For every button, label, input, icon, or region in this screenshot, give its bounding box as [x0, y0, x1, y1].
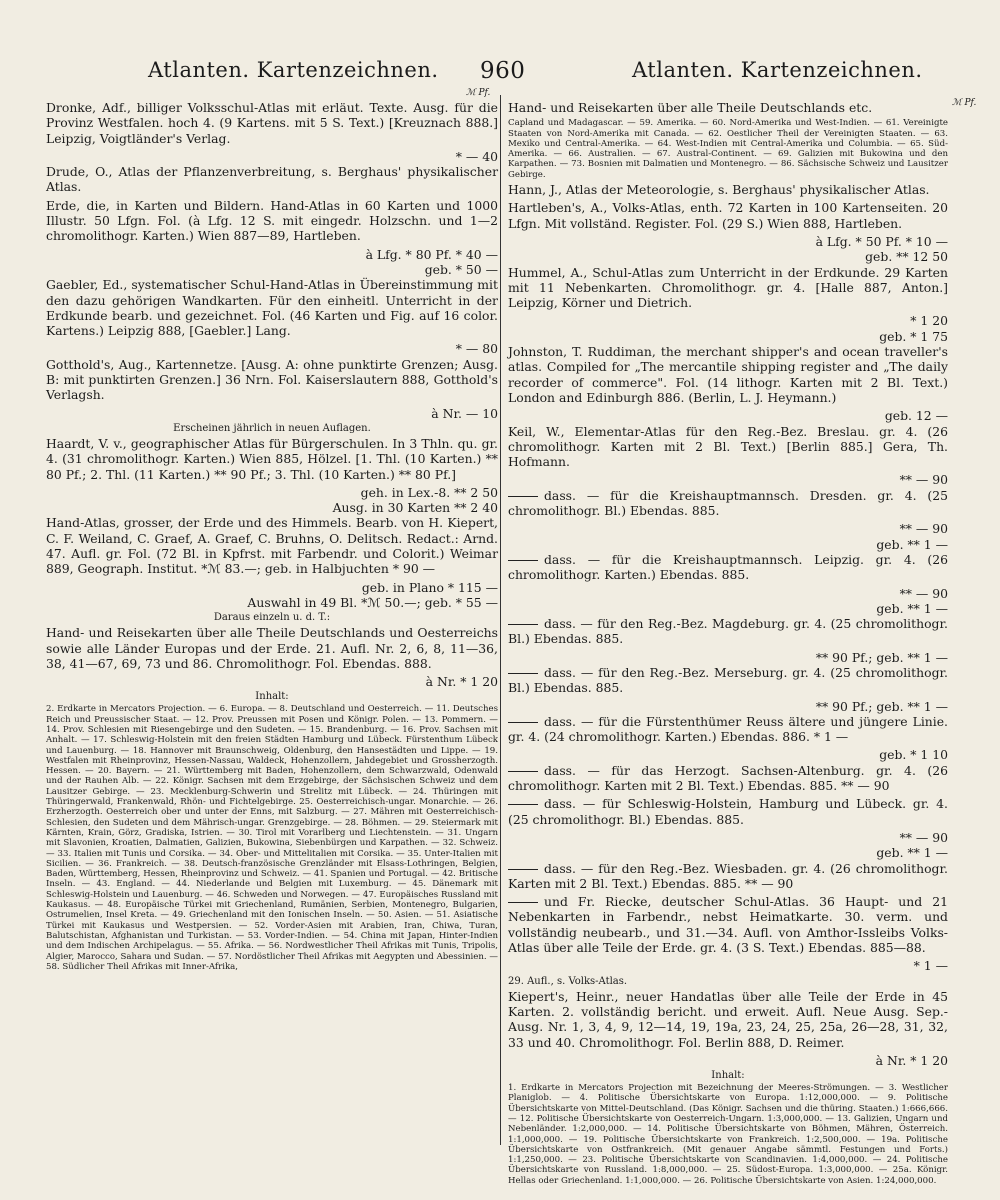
price: geb. ** 1 — [876, 536, 948, 552]
running-head-left: Atlanten. Kartenzeichnen. [148, 58, 439, 82]
price: * — 80 [455, 341, 498, 357]
price: geh. in Lex.-8. ** 2 50 [360, 484, 498, 500]
entry-text: dass. — für die Kreishauptmannsch. Dresden. gr. 4. (25 chromolithogr. Bl.) Ebendas. 885. [508, 487, 948, 519]
ditto-rule [508, 869, 538, 870]
currency-label-right: ℳ Pf. [952, 98, 977, 108]
page-number: 960 [480, 58, 526, 84]
entry-hartleben: Hartleben's, A., Volks-Atlas, enth. 72 Karten in 100 Kartenseiten. 20 Lfgn. Mit vollständ. Register. Fol. (29 S.) Wien 888, Hartleben. [508, 200, 948, 231]
entry-drude: Drude, O., Atlas der Pflanzenverbreitung, s. Berghaus' physikalischer Atlas. [46, 164, 498, 195]
ditto-rule [508, 560, 538, 561]
price: à Nr. — 10 [431, 405, 498, 421]
price: * 1 — [913, 958, 948, 974]
entry-keil: Keil, W., Elementar-Atlas für den Reg.-Bez. Breslau. gr. 4. (26 chromolithogr. Karten mit 2 Bl. Text.) [Berlin 885.] Gera, Th. Hofmann. [508, 423, 948, 470]
price: Ausg. in 30 Karten ** 2 40 [332, 500, 498, 516]
ditto-rule [508, 902, 538, 903]
entry-text: dass. — für den Reg.-Bez. Magdeburg. gr. 4. (25 chromolithogr. Bl.) Ebendas. 885. [508, 616, 948, 647]
price: ** 90 Pf.; geb. ** 1 — [815, 649, 948, 665]
contents-list: Capland und Madagascar. — 59. Amerika. — 60. Nord-Amerika und West-Indien. — 61. Vereinigte Staaten von Nord-Amerika mit Canada. — 62. Oestlicher Theil der Vereinigten Staaten. — 63. Mexiko und Central-Amerika. — 64. West-Indien mit Central-Amerika und Columbia. — 65. Süd-Amerika. — 66. Australien. — 67. Austral-Continent. — 69. Galizien mit Bukowina und den Karpathen. — 73. Bosnien mit Dalmatien und Montenegro. — 86. Sächsische Schweiz und Lausitzer Gebirge. [508, 118, 948, 180]
entry-hand-atlas: Hand-Atlas, grosser, der Erde und des Himmels. Bearb. von H. Kiepert, C. F. Weiland, C. Graef, A. Graef, C. Bruhns, O. Delitsch. Redact.: Arnd. 47. Aufl. gr. Fol. (72 Bl. in Kpfrst. mit Farbendr. und Colorit.) Weimar 889, Geograph. Institut. *ℳ 83.—; geb. in Halbjuchten * 90 — [46, 515, 498, 577]
ditto-rule [508, 624, 538, 625]
price: geb. * 1 10 [879, 747, 948, 763]
entry-text: dass. — für Schleswig-Holstein, Hamburg und Lübeck. gr. 4. (25 chromolithogr. Bl.) Ebendas. 885. [508, 796, 948, 827]
entry-hand-und-reisekarten-cont: Hand- und Reisekarten über alle Theile Deutschlands etc. [508, 100, 873, 115]
price: ** 90 Pf.; geb. ** 1 — [815, 698, 948, 714]
entry-text: dass. — für das Herzogt. Sachsen-Altenburg. gr. 4. (26 chromolithogr. Karten mit 2 Bl. Text.) Ebendas. 885. ** — 90 [508, 762, 948, 794]
ditto-rule [508, 771, 538, 772]
price: à Lfg. * 50 Pf. * 10 — [815, 233, 948, 249]
entry-hann: Hann, J., Atlas der Meteorologie, s. Berghaus' physikalischer Atlas. [508, 182, 930, 198]
entry-gaebler: Gaebler, Ed., systematischer Schul-Hand-Atlas in Übereinstimmung mit den dazu gehörigen Wandkarten. Für den einheitl. Unterricht in der Erdkunde bearb. und gezeichnet. Fol. (46 Karten und Fig. auf 16 color. Kartens.) Leipzig 888, [Gaebler.] Lang. [46, 277, 498, 339]
entry-keil-reuss [508, 714, 948, 745]
contents-heading: Inhalt: [711, 1070, 745, 1082]
price: ** — 90 [899, 472, 948, 488]
price: geb. * 1 75 [879, 328, 948, 344]
price: à Nr. * 1 20 [875, 1052, 948, 1068]
entry-note: 29. Aufl., s. Volks-Atlas. [508, 975, 628, 987]
entry-keil-riecke [508, 894, 948, 955]
entry-keil-magdeburg [508, 616, 948, 647]
entry-note: Daraus einzeln u. d. T.: [213, 612, 331, 624]
price: * — 40 [455, 148, 498, 164]
entry-text: dass. — für die Kreishauptmannsch. Leipzig. gr. 4. (26 chromolithogr. Karten.) Ebendas. 885. [508, 551, 948, 583]
price: à Nr. * 1 20 [425, 674, 498, 690]
entry-gotthold: Gotthold's, Aug., Kartennetze. [Ausg. A: ohne punktirte Grenzen; Ausg. B: mit punktirten Grenzen.] 36 Nrn. Fol. Kaiserslautern 888, Gotthold's Verlagsh. [46, 356, 498, 403]
price: * 1 20 [910, 313, 948, 329]
price: geb. in Plano * 115 — [361, 579, 498, 595]
price: ** — 90 [899, 829, 948, 845]
ditto-rule [508, 673, 538, 674]
entry-keil-schleswig [508, 796, 948, 827]
price: Auswahl in 49 Bl. *ℳ 50.—; geb. * 55 — [247, 594, 498, 610]
entry-erde: Erde, die, in Karten und Bildern. Hand-Atlas in 60 Karten und 1000 Illustr. 50 Lfgn. Fol. (à Lfg. 12 S. mit eingedr. Holzschn. und 1—2 chromolithogr. Karten.) Wien 887—89, Hartleben. [46, 197, 498, 244]
entry-text: dass. — für die Fürstenthümer Reuss ältere und jüngere Linie. gr. 4. (24 chromolithogr. Karten.) Ebendas. 886. * 1 — [508, 713, 948, 745]
left-column [46, 100, 498, 1140]
entry-keil-altenburg [508, 763, 948, 794]
entry-hand-und-reisekarten: Hand- und Reisekarten über alle Theile Deutschlands und Oesterreichs sowie alle Länder Europas und der Erde. 21. Aufl. Nr. 2, 6, 8, 11—36, 38, 41—67, 69, 73 und 86. Chromolithogr. Fol. Ebendas. 888. [46, 625, 498, 671]
entry-haardt: Haardt, V. v., geographischer Atlas für Bürgerschulen. In 3 Thln. qu. gr. 4. (31 chromolithogr. Karten.) Wien 885, Hölzel. [1. Thl. (10 Karten.) ** 80 Pf.; 2. Thl. (11 Karten.) ** 90 Pf.; 3. Thl. (10 Karten.) ** 80 Pf.] [46, 435, 498, 482]
entry-kiepert: Kiepert's, Heinr., neuer Handatlas über alle Teile der Erde in 45 Karten. 2. vollständig bericht. und erweit. Aufl. Neue Ausg. Sep.-Ausg. Nr. 1, 3, 4, 9, 12—14, 19, 19a, 23, 24, 25, 25a, 26—28, 31, 32, 33 und 40. Chromolithogr. Fol. Berlin 888, D. Reimer. [508, 988, 948, 1050]
price: ** — 90 [899, 585, 948, 601]
entry-johnston: Johnston, T. Ruddiman, the merchant shipper's and ocean traveller's atlas. Compiled for „The mercantile shipping register and „The daily recorder of commerce". Fol. (14 lithogr. Karten mit 2 Bl. Text.) London and Edinburgh 886. (Berlin, L. J. Heymann.) [508, 344, 948, 405]
price: geb. 12 — [884, 408, 948, 424]
price: geb. * 50 — [424, 261, 498, 277]
entry-text: dass. — für den Reg.-Bez. Merseburg. gr. 4. (25 chromolithogr. Bl.) Ebendas. 885. [508, 664, 948, 696]
entry-note: Erscheinen jährlich in neuen Auflagen. [173, 422, 371, 434]
contents-list: 1. Erdkarte in Mercators Projection mit Bezeichnung der Meeres-Strömungen. — 3. Westlicher Planiglob. — 4. Politische Übersichtskarte von Europa. 1:12,000,000. — 9. Politische Übersichtskarte von Mittel-Deutschland. (Das Königr. Sachsen und die thüring. Staaten.) 1:666,666. — 12. Politische Übersichtskarte von Oesterreich-Ungarn. 1:3,000,000. — 13. Galizien, Ungarn und Nebenländer. 1:2,000,000. — 14. Politische Übersichtskarte von Böhmen, Mähren, Österreich. 1:1,000,000. — 19. Politische Übersichtskarte von Frankreich. 1:2,500,000. — 19a. Politische Übersichtskarte von Ostfrankreich. (Mit genauer Angabe sämmtl. Festungen und Forts.) 1:1,250,000. — 23. Politische Übersichtskarte von Scandinavien. 1:4,000,000. — 24. Politische Übersichtskarte von Russland. 1:8,000,000. — 25. Südost-Europa. 1:3,000,000. — 25a. Königr. Hellas oder Griechenland. 1:1,000,000. — 26. Politische Übersichtskarte von Asien. 1:24,000,000. [508, 1083, 948, 1186]
ditto-rule [508, 722, 538, 723]
entry-keil-wiesbaden [508, 861, 948, 892]
currency-label-left: ℳ Pf. [466, 88, 491, 98]
price: geb. ** 12 50 [865, 249, 948, 265]
contents-list: 2. Erdkarte in Mercators Projection. — 6. Europa. — 8. Deutschland und Oesterreich. — 11. Deutsches Reich und Preussischer Staat. — 12. Prov. Preussen mit Posen und Königr. Polen. — 13. Pommern. — 14. Prov. Schlesien mit Riesengebirge und den Sudeten. — 15. Brandenburg. — 16. Prov. Sachsen mit Anhalt. — 17. Schleswig-Holstein mit den freien Städten Hamburg und Lübeck. Fürstenthum Lübeck und Lauenburg. — 18. Hannover mit Braunschweig, Oldenburg, den Hansestädten und Lippe. — 19. Westfalen mit Rheinprovinz, Hessen-Nassau, Waldeck, Hohenzollern, Jahdegebiet und Grossherzogth. Hessen. — 20. Bayern. — 21. Württemberg mit Baden, Hohenzollern, dem Schwarzwald, Odenwald und der Rauhen Alb. — 22. Königr. Sachsen mit dem Erzgebirge, der Sächsischen Schweiz und dem Lausitzer Gebirge. — 23. Mecklenburg-Schwerin und Strelitz mit Lübeck. — 24. Thüringen mit Thüringerwald, Frankenwald, Rhön- und Fichtelgebirge. 25. Oesterreichisch-ungar. Monarchie. — 26. Erzherzogth. Oesterreich ober und unter der Enns, mit Salzburg. — 27. Mähren mit Oesterreichisch-Schlesien, den Sudeten und dem Mährisch-ungar. Grenzgebirge. — 28. Böhmen. — 29. Steiermark mit Kärnten, Krain, Görz, Gradiska, Istrien. — 30. Tirol mit Vorarlberg und Liechtenstein. — 31. Ungarn mit Slavonien, Kroatien, Dalmatien, Galizien, Bukowina, Siebenbürgen und Karpathen. — 32. Schweiz. — 33. Italien mit Tunis und Corsika. — 34. Ober- und Mittelitalien mit Corsika. — 35. Unter-Italien mit Sicilien. — 36. Frankreich. — 38. Deutsch-französische Grenzländer mit Elsass-Lothringen, Belgien, Baden, Württemberg, Hessen, Rheinprovinz und Schweiz. — 41. Spanien und Portugal. — 42. Britische Inseln. — 43. England. — 44. Niederlande und Belgien mit Luxemburg. — 45. Dänemark mit Schleswig-Holstein und Lauenburg. — 46. Schweden und Norwegen. — 47. Europäisches Russland mit Kaukasus. — 48. Europäische Türkei mit Griechenland, Rumänien, Serbien, Montenegro, Bulgarien, Ostrumelien, Insel Kreta. — 49. Griechenland mit den Ionischen Inseln. — 50. Asien. — 51. Asiatische Türkei mit Kaukasus und Westpersien. — 52. Vorder-Asien mit Arabien, Iran, Chiwa, Turan, Balutschistan, Afghanistan und Turkistan. — 53. Vorder-Indien. — 54. China mit Japan, Hinter-Indien und dem Indischen Archipelagus. — 55. Afrika. — 56. Nordwestlicher Theil Afrikas mit Tunis, Tripolis, Algier, Marocco, Sahara und Sudan. — 57. Nordöstlicher Theil Afrikas mit Aegypten und Abessinien. — 58. Südlicher Theil Afrikas mit Inner-Afrika, [46, 704, 498, 972]
entry-keil-dresden [508, 488, 948, 519]
ditto-rule [508, 804, 538, 805]
entry-text: dass. — für den Reg.-Bez. Wiesbaden. gr. 4. (26 chromolithogr. Karten mit 2 Bl. Text.) Ebendas. 885. ** — 90 [508, 860, 948, 891]
entry-keil-leipzig [508, 552, 948, 583]
price: ** — 90 [899, 521, 948, 537]
entry-keil-merseburg [508, 665, 948, 696]
entry-hummel: Hummel, A., Schul-Atlas zum Unterricht in der Erdkunde. 29 Karten mit 11 Nebenkarten. Chromolithogr. gr. 4. [Halle 887, Anton.] Leipzig, Körner und Dietrich. [508, 264, 948, 311]
price: geb. ** 1 — [876, 845, 948, 861]
running-head-right: Atlanten. Kartenzeichnen. [632, 58, 923, 82]
ditto-rule [508, 496, 538, 497]
contents-heading: Inhalt: [255, 691, 289, 703]
price: geb. ** 1 — [876, 600, 948, 616]
price: à Lfg. * 80 Pf. * 40 — [365, 246, 498, 262]
entry-dronke: Dronke, Adf., billiger Volksschul-Atlas mit erläut. Texte. Ausg. für die Provinz Westfalen. hoch 4. (9 Kartens. mit 5 S. Text.) [Kreuznach 888.] Leipzig, Voigtländer's Verlag. [46, 100, 498, 146]
right-column [508, 100, 948, 1186]
entry-text: und Fr. Riecke, deutscher Schul-Atlas. 36 Haupt- und 21 Nebenkarten in Farbendr., nebst Heimatkarte. 30. verm. und vollständig neubearb., und 31.—34. Aufl. von Amthor-Issleibs Volks-Atlas über alle Teile der Erde. gr. 4. (3 S. Text.) Ebendas. 885—88. [508, 894, 948, 956]
column-divider [500, 95, 501, 1145]
